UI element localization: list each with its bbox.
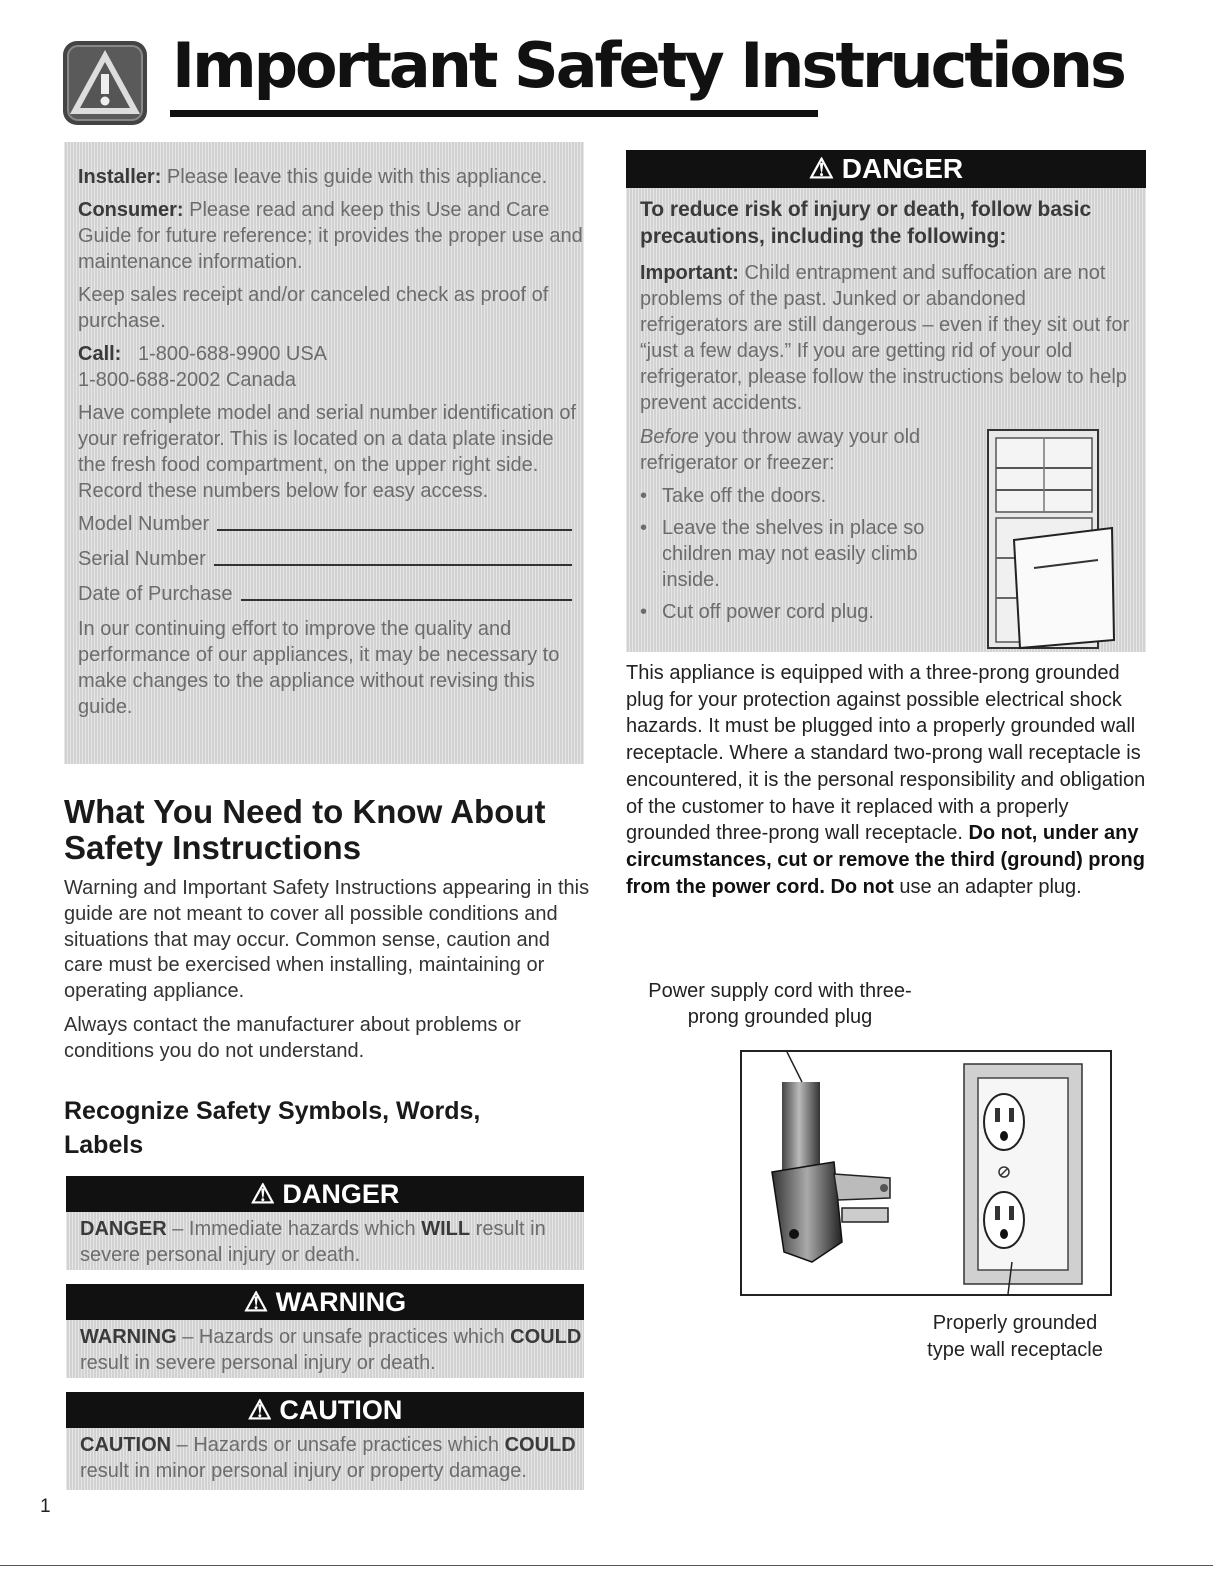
danger-emphasis: WILL: [421, 1218, 471, 1240]
warning-text-a: – Hazards or unsafe practices which: [176, 1326, 511, 1348]
safety-intro-text: [64, 876, 594, 1073]
installer-label: Installer:: [78, 166, 162, 188]
safety-alert-icon: [62, 40, 148, 126]
warning-triangle-icon: ⚠: [250, 1179, 275, 1209]
consumer-note: [78, 197, 584, 275]
caution-text-a: – Hazards or unsafe practices which: [171, 1434, 505, 1456]
bullet-icon: •: [640, 601, 648, 623]
bullet-remove-doors: Take off the doors.: [662, 485, 827, 507]
receptacle-caption: Properly grounded type wall receptacle: [927, 1312, 1103, 1361]
caution-definition: [80, 1432, 584, 1484]
serial-info: Have complete model and serial number identification of your refrigerator. This is located on a data plate inside the fresh food compartment, on the upper right side. Record these numbers below for easy access.: [78, 402, 577, 502]
receipt-note: Keep sales receipt and/or canceled check as proof of purchase.: [78, 284, 549, 332]
model-number-blank: [217, 529, 572, 531]
caution-word: CAUTION: [80, 1434, 172, 1456]
call-line: [78, 341, 584, 367]
purchase-date-blank: [241, 599, 572, 601]
danger-text-b: result in severe personal injury or death.: [80, 1218, 546, 1266]
grounding-text-b: use an adapter plug.: [893, 875, 1082, 898]
purchase-date-label: Date of Purchase: [78, 583, 233, 605]
caution-emphasis: COULD: [504, 1434, 576, 1456]
consumer-text: Please read and keep this Use and Care Guide for future reference; it provides the proper use and maintenance information.: [78, 199, 583, 273]
bullet-icon: •: [640, 517, 648, 539]
section-heading-symbols: Recognize Safety Symbols, Words, Labels: [64, 1097, 481, 1159]
phone-canada: 1-800-688-2002 Canada: [78, 369, 296, 391]
safety-intro-para-1: Warning and Important Safety Instructions appearing in this guide are not meant to cover all possible conditions and situations that may occur. Common sense, caution and care must be exercised when installing, maintaining or operating appliance.: [64, 877, 590, 1003]
footer-rule: [0, 1565, 1213, 1566]
warning-emphasis: COULD: [510, 1326, 582, 1348]
list-item: [640, 599, 970, 625]
list-item: [640, 515, 970, 593]
safety-intro-para-2: Always contact the manufacturer about problems or conditions you do not understand.: [64, 1013, 521, 1062]
danger-definition: [80, 1216, 584, 1268]
caution-definition-box: [66, 1428, 584, 1490]
installer-note: [78, 164, 584, 190]
bullet-cut-cord: Cut off power cord plug.: [662, 601, 874, 623]
danger-text-a: – Immediate hazards which: [166, 1218, 422, 1240]
bullet-leave-shelves: Leave the shelves in place so children may not easily climb inside.: [662, 517, 925, 591]
caution-signal-bar: [66, 1392, 584, 1428]
call-label: Call:: [78, 343, 122, 365]
danger-intro: To reduce risk of injury or death, follow basic precautions, including the following:: [640, 198, 1092, 248]
warning-triangle-icon: ⚠: [247, 1395, 272, 1425]
serial-number-line: [78, 546, 584, 572]
important-text: Child entrapment and suffocation are not problems of the past. Junked or abandoned refrigerators are still dangerous – even if they sit out for “just a few days.” If you are getting rid of your old refrigerator, please follow the instructions below to help prevent accidents.: [640, 262, 1130, 414]
before-note: [640, 424, 970, 476]
grounding-warning: Do not, under any circumstances, cut or remove the third (ground) prong from the power cord. Do not: [626, 822, 1145, 898]
outlet-figure: [740, 1050, 1112, 1296]
danger-signal-bar: [66, 1176, 584, 1212]
continuing-effort-note: In our continuing effort to improve the quality and performance of our appliances, it may be necessary to make changes to the appliance without revising this guide.: [78, 618, 560, 718]
model-number-line: [78, 511, 584, 537]
plug-and-receptacle-illustration: [742, 1052, 1110, 1294]
section-heading-safety: What You Need to Know About Safety Instructions: [64, 793, 546, 866]
page-title: Important Safety Instructions: [172, 29, 1124, 102]
important-note: [640, 260, 1130, 416]
danger-word: DANGER: [80, 1218, 167, 1240]
warning-word: WARNING: [80, 1326, 177, 1348]
warning-signal-bar: [66, 1284, 584, 1320]
before-italic: Before: [640, 426, 699, 448]
installer-info-box: [64, 142, 584, 764]
caution-text-b: result in minor personal injury or property damage.: [80, 1460, 527, 1482]
installer-text: Please leave this guide with this appliance.: [166, 166, 548, 188]
warning-text-b: result in severe personal injury or death.: [80, 1352, 436, 1374]
serial-number-label: Serial Number: [78, 548, 206, 570]
title-underline: [170, 110, 818, 117]
purchase-date-line: [78, 581, 584, 607]
warning-definition-box: [66, 1320, 584, 1378]
grounding-text-a: This appliance is equipped with a three-prong grounded plug for your protection against possible electrical shock hazards. It must be plugged into a properly grounded wall receptacle. Where a standard two-prong wall receptacle is encountered, it is the personal responsibility and obligation of the customer to have it replaced with a properly grounded three-prong wall receptacle.: [626, 662, 1146, 845]
danger-definition-box: [66, 1212, 584, 1270]
danger-header-word: DANGER: [841, 153, 964, 184]
phone-usa: 1-800-688-9900 USA: [138, 343, 328, 365]
warning-signal-word: WARNING: [275, 1287, 407, 1317]
serial-number-blank: [214, 564, 572, 566]
cord-caption: Power supply cord with three-prong grounded plug: [648, 980, 912, 1028]
danger-header-bar: [626, 150, 1146, 188]
warning-definition: [80, 1324, 584, 1376]
important-label: Important:: [640, 262, 739, 284]
bullet-icon: •: [640, 485, 648, 507]
warning-triangle-icon: ⚠: [243, 1287, 269, 1317]
page-number: 1: [40, 1496, 51, 1517]
grounding-instructions: [626, 660, 1146, 900]
list-item: [640, 483, 970, 509]
consumer-label: Consumer:: [78, 199, 184, 221]
model-number-label: Model Number: [78, 513, 210, 535]
danger-signal-word: DANGER: [282, 1179, 400, 1209]
caution-signal-word: CAUTION: [279, 1395, 403, 1425]
before-text: you throw away your old refrigerator or freezer:: [640, 426, 921, 474]
warning-triangle-icon: ⚠: [808, 153, 834, 184]
refrigerator-illustration: [986, 428, 1116, 652]
